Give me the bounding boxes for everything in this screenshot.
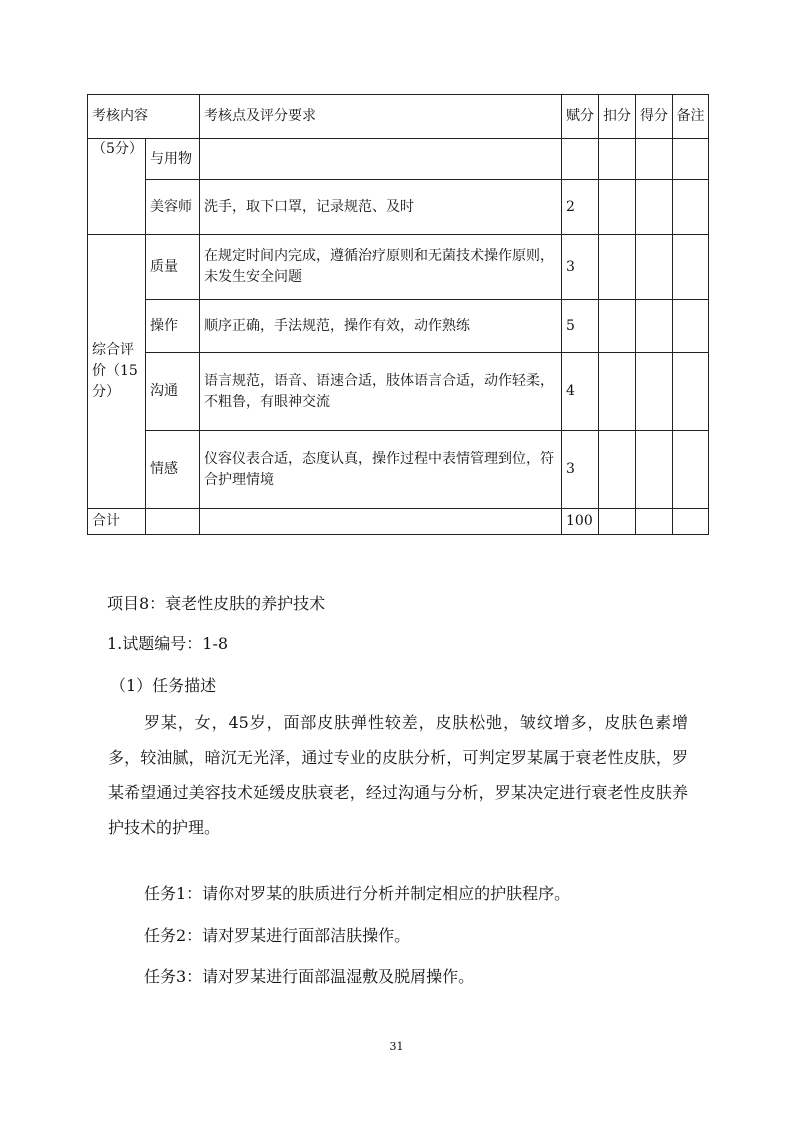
row-score: 3 xyxy=(562,235,599,300)
row-requirement: 洗手，取下口罩，记录规范、及时 xyxy=(200,180,562,235)
row-score: 3 xyxy=(562,431,599,509)
table-row xyxy=(88,353,709,431)
row-deduct-cell xyxy=(599,180,636,235)
task-item: 任务3：请对罗某进行面部温湿敷及脱屑操作。 xyxy=(144,967,475,986)
row-item: 美容师 xyxy=(146,180,200,235)
total-score: 100 xyxy=(562,509,599,535)
page-number: 31 xyxy=(389,1040,404,1053)
row-got-cell xyxy=(636,180,673,235)
row-got-cell xyxy=(636,235,673,300)
table-row xyxy=(88,300,709,353)
task-description: 罗某，女，45岁，面部皮肤弹性较差，皮肤松弛，皱纹增多，皮肤色素增多，较油腻，暗沉无光泽，通过专业的皮肤分析，可判定罗某属于衰老性皮肤，罗某希望通过美容技术延缓皮肤衰老，经过沟通与分析，罗某决定进行衰老性皮肤养护技术的护理。 xyxy=(108,713,688,837)
row-got-cell xyxy=(636,431,673,509)
header-requirement: 考核点及评分要求 xyxy=(200,95,562,139)
row-remark-cell xyxy=(673,180,709,235)
header-deduct: 扣分 xyxy=(599,95,636,139)
row-requirement: 仪容仪表合适，态度认真，操作过程中表情管理到位，符合护理情境 xyxy=(200,431,562,509)
row-item: 情感 xyxy=(146,431,200,509)
total-item-cell xyxy=(146,509,200,535)
row-remark-cell xyxy=(673,235,709,300)
row-deduct-cell xyxy=(599,300,636,353)
header-score: 赋分 xyxy=(562,95,599,139)
total-got-cell xyxy=(636,509,673,535)
row-score: 4 xyxy=(562,353,599,431)
task-heading: （1）任务描述 xyxy=(110,676,217,695)
row-item: 操作 xyxy=(146,300,200,353)
row-deduct-cell xyxy=(599,139,636,180)
row-score: 5 xyxy=(562,300,599,353)
total-deduct-cell xyxy=(599,509,636,535)
row-deduct-cell xyxy=(599,431,636,509)
table-row xyxy=(88,139,709,180)
row-score: 2 xyxy=(562,180,599,235)
header-got: 得分 xyxy=(636,95,673,139)
row-item: 与用物 xyxy=(146,139,200,180)
row-item: 沟通 xyxy=(146,353,200,431)
header-content: 考核内容 xyxy=(88,95,200,139)
row-requirement: 语言规范，语音、语速合适，肢体语言合适，动作轻柔，不粗鲁，有眼神交流 xyxy=(200,353,562,431)
row-got-cell xyxy=(636,139,673,180)
section-label: （5分） xyxy=(88,139,146,235)
project-title: 项目8：衰老性皮肤的养护技术 xyxy=(107,594,326,613)
row-remark-cell xyxy=(673,353,709,431)
total-remark-cell xyxy=(673,509,709,535)
row-deduct-cell xyxy=(599,235,636,300)
table-row xyxy=(88,431,709,509)
total-label: 合计 xyxy=(88,509,146,535)
table-header-row xyxy=(88,95,709,139)
section-label: 综合评价（15分） xyxy=(88,235,146,509)
table-row xyxy=(88,180,709,235)
table-row xyxy=(88,235,709,300)
row-remark-cell xyxy=(673,431,709,509)
question-number: 1.试题编号：1-8 xyxy=(107,634,229,653)
task-item: 任务1：请你对罗某的肤质进行分析并制定相应的护肤程序。 xyxy=(144,884,571,903)
task-item: 任务2：请对罗某进行面部洁肤操作。 xyxy=(144,926,411,945)
row-score xyxy=(562,139,599,180)
row-got-cell xyxy=(636,353,673,431)
row-deduct-cell xyxy=(599,353,636,431)
row-requirement xyxy=(200,139,562,180)
scoring-table xyxy=(87,94,709,535)
row-got-cell xyxy=(636,300,673,353)
row-remark-cell xyxy=(673,300,709,353)
row-remark-cell xyxy=(673,139,709,180)
total-requirement-cell xyxy=(200,509,562,535)
header-remark: 备注 xyxy=(673,95,709,139)
row-requirement: 顺序正确，手法规范，操作有效，动作熟练 xyxy=(200,300,562,353)
row-item: 质量 xyxy=(146,235,200,300)
table-total-row xyxy=(88,509,709,535)
row-requirement: 在规定时间内完成，遵循治疗原则和无菌技术操作原则，未发生安全问题 xyxy=(200,235,562,300)
